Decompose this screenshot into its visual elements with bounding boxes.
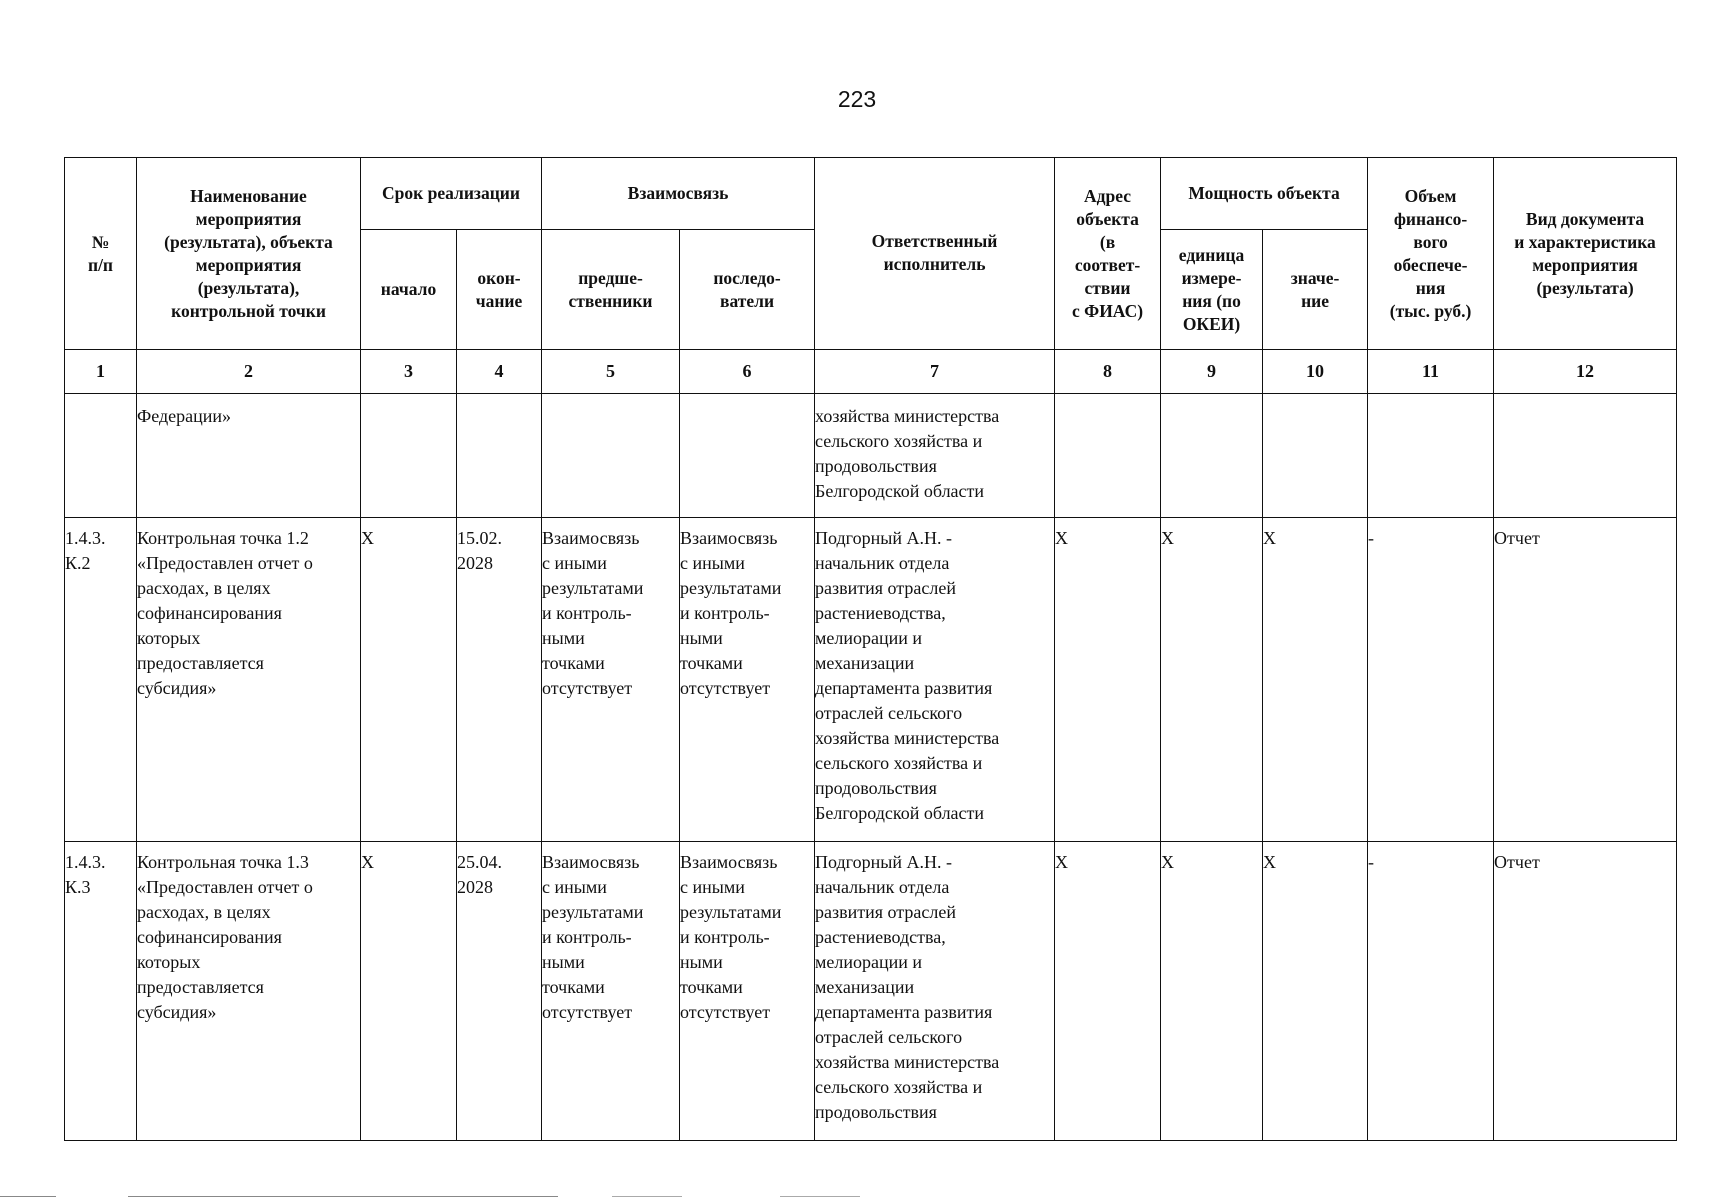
cell-unit: Х: [1161, 842, 1263, 1141]
cell-value: [1263, 394, 1368, 518]
cell-unit: [1161, 394, 1263, 518]
cell-financing: [1368, 394, 1494, 518]
column-number: 3: [361, 350, 457, 394]
cell-address: Х: [1055, 518, 1161, 842]
page-number: 223: [837, 86, 877, 112]
cell-unit: Х: [1161, 518, 1263, 842]
column-number: 2: [137, 350, 361, 394]
header-relationship: Взаимосвязь: [542, 158, 815, 230]
cell-responsible: Подгорный А.Н. - начальник отдела развития отраслей растениеводства, мелиорации и механизации департамента развития отраслей сельского хозяйства министерства сельского хозяйства и продовольствия: [815, 842, 1055, 1141]
cell-value: Х: [1263, 842, 1368, 1141]
header-capacity: Мощность объекта: [1161, 158, 1368, 230]
events-table: [64, 157, 1677, 1141]
column-number: 7: [815, 350, 1055, 394]
cell-number: [65, 394, 137, 518]
header-successors: последо- ватели: [680, 230, 815, 350]
cell-predecessors: Взаимосвязь с иными результатами и контроль- ными точками отсутствует: [542, 518, 680, 842]
cell-predecessors: [542, 394, 680, 518]
cell-document-type: Отчет: [1494, 518, 1677, 842]
table-body: [65, 394, 1677, 1141]
cell-end: [457, 394, 542, 518]
header-implementation-period: Срок реализации: [361, 158, 542, 230]
column-number: 11: [1368, 350, 1494, 394]
column-number: 6: [680, 350, 815, 394]
header-address: Адрес объекта (в соответ- ствии с ФИАС): [1055, 158, 1161, 350]
header-value: значе- ние: [1263, 230, 1368, 350]
cell-responsible: хозяйства министерства сельского хозяйства и продовольствия Белгородской области: [815, 394, 1055, 518]
cell-end: 25.04. 2028: [457, 842, 542, 1141]
header-name: Наименование мероприятия (результата), объекта мероприятия (результата), контрольной точки: [137, 158, 361, 350]
column-number: 1: [65, 350, 137, 394]
cell-start: Х: [361, 518, 457, 842]
cell-value: Х: [1263, 518, 1368, 842]
column-number: 12: [1494, 350, 1677, 394]
cell-number: 1.4.3. К.3: [65, 842, 137, 1141]
cell-financing: -: [1368, 518, 1494, 842]
column-number: 8: [1055, 350, 1161, 394]
cell-document-type: [1494, 394, 1677, 518]
header-end: окон- чание: [457, 230, 542, 350]
table-row: [65, 518, 1677, 842]
cell-document-type: Отчет: [1494, 842, 1677, 1141]
table-row: [65, 394, 1677, 518]
cell-name: Контрольная точка 1.3 «Предоставлен отчет о расходах, в целях софинансирования которых предоставляется субсидия»: [137, 842, 361, 1141]
header-start: начало: [361, 230, 457, 350]
header-predecessors: предше- ственники: [542, 230, 680, 350]
scan-artifact-line: [128, 1196, 558, 1197]
cell-successors: Взаимосвязь с иными результатами и контроль- ными точками отсутствует: [680, 842, 815, 1141]
column-number: 4: [457, 350, 542, 394]
cell-start: Х: [361, 842, 457, 1141]
cell-financing: -: [1368, 842, 1494, 1141]
cell-responsible: Подгорный А.Н. - начальник отдела развития отраслей растениеводства, мелиорации и механизации департамента развития отраслей сельского хозяйства министерства сельского хозяйства и продовольствия Белгородской области: [815, 518, 1055, 842]
cell-end: 15.02. 2028: [457, 518, 542, 842]
column-number: 5: [542, 350, 680, 394]
header-responsible: Ответственный исполнитель: [815, 158, 1055, 350]
header-number: № п/п: [65, 158, 137, 350]
cell-name: Контрольная точка 1.2 «Предоставлен отчет о расходах, в целях софинансирования которых предоставляется субсидия»: [137, 518, 361, 842]
table-row: [65, 842, 1677, 1141]
cell-successors: [680, 394, 815, 518]
cell-predecessors: Взаимосвязь с иными результатами и контроль- ными точками отсутствует: [542, 842, 680, 1141]
cell-number: 1.4.3. К.2: [65, 518, 137, 842]
scan-artifact-line: [780, 1196, 860, 1197]
cell-name: Федерации»: [137, 394, 361, 518]
header-financing: Объем финансо- вого обеспече- ния (тыс. руб.): [1368, 158, 1494, 350]
header-document-type: Вид документа и характеристика мероприятия (результата): [1494, 158, 1677, 350]
column-number: 10: [1263, 350, 1368, 394]
cell-address: Х: [1055, 842, 1161, 1141]
column-number: 9: [1161, 350, 1263, 394]
header-unit: единица измере- ния (по ОКЕИ): [1161, 230, 1263, 350]
scan-artifact-line: [612, 1196, 682, 1197]
table-header: [65, 158, 1677, 394]
cell-address: [1055, 394, 1161, 518]
column-numbers-row: [65, 350, 1677, 394]
scan-artifact-line: [0, 1196, 56, 1197]
cell-successors: Взаимосвязь с иными результатами и контроль- ными точками отсутствует: [680, 518, 815, 842]
cell-start: [361, 394, 457, 518]
